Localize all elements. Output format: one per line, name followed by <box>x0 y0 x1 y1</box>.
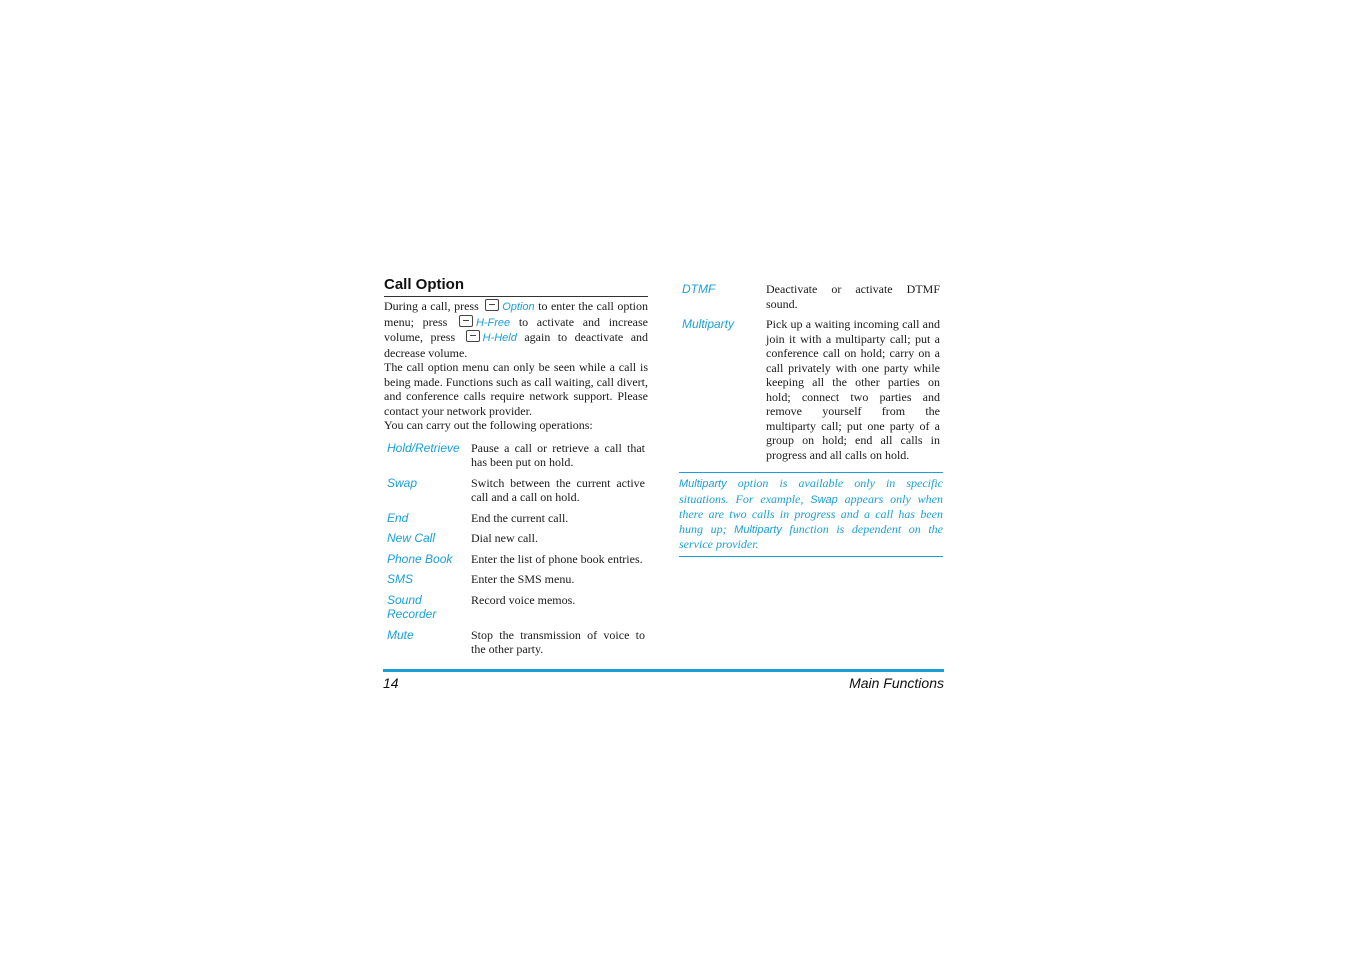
network-paragraph: The call option menu can only be seen while a call is being made. Functions such as call waiting, call divert, and conference calls require network support. Please contact your network provider. <box>384 360 648 418</box>
softkey-icon <box>485 299 499 311</box>
table-row <box>384 511 648 532</box>
operation-term: Sound Recorder <box>387 592 437 621</box>
section-title: Call Option <box>384 276 648 297</box>
operation-desc: Deactivate or activate DTMF sound. <box>766 282 940 311</box>
multiparty-note <box>679 472 943 557</box>
operation-term: New Call <box>387 531 436 545</box>
table-row <box>384 441 648 476</box>
operations-intro: You can carry out the following operations: <box>384 418 593 432</box>
table-row <box>384 476 648 511</box>
operation-desc: Record voice memos. <box>471 592 576 607</box>
operation-term: SMS <box>387 572 414 586</box>
note-key-multiparty-2: Multiparty <box>734 523 782 536</box>
table-row <box>384 593 648 628</box>
note-key-swap: Swap <box>810 493 838 506</box>
table-row <box>679 317 943 468</box>
operation-term: Phone Book <box>387 551 453 566</box>
hheld-key-label: H-Held <box>482 332 517 344</box>
intro-text-4: again to deactivate and decrease volume. <box>384 330 649 360</box>
option-key-label: Option <box>502 301 535 313</box>
operations-table <box>384 441 648 663</box>
operation-term: Hold/Retrieve <box>387 440 460 455</box>
note-text-3: function is dependent on the service provider. <box>679 521 944 551</box>
softkey-icon <box>459 315 473 327</box>
operation-desc: Enter the list of phone book entries. <box>471 551 643 566</box>
note-text-1: option is available only in specific situations. For example, <box>679 476 943 506</box>
table-row <box>384 572 648 593</box>
operation-term: Swap <box>387 475 418 490</box>
page-footer <box>383 669 944 692</box>
note-key-multiparty: Multiparty <box>679 478 727 490</box>
operation-desc: Switch between the current active call and a call on hold. <box>471 475 645 504</box>
operation-desc: Pause a call or retrieve a call that has been put on hold. <box>471 440 645 469</box>
operation-term: End <box>387 510 409 525</box>
operation-desc: Pick up a waiting incoming call and join it with a multiparty call; put a conference call on hold; carry on a call privately with one party while keeping all the other parties on hold; connect two parties and remove yourself from the multiparty call; put one party of a group on hold; end all calls in progress and all calls on hold. <box>766 317 940 462</box>
operations-table-continued <box>679 282 943 468</box>
hfree-key-label: H-Free <box>475 316 511 329</box>
section-name: Main Functions <box>849 675 944 691</box>
intro-text-3: to activate and increase volume, press <box>384 314 648 344</box>
intro-paragraph <box>384 299 648 360</box>
softkey-icon <box>466 330 480 342</box>
page-number: 14 <box>383 675 399 691</box>
right-column <box>679 282 943 557</box>
operation-desc: End the current call. <box>471 510 569 525</box>
table-row <box>679 282 943 317</box>
operation-term: Multiparty <box>682 317 735 331</box>
operation-term: Mute <box>387 627 414 642</box>
operation-desc: Enter the SMS menu. <box>471 572 575 586</box>
intro-text-2: to enter the call option menu; press <box>384 299 649 329</box>
note-text-2: appears only when there are two calls in progress and a call has been hung up; <box>679 491 943 536</box>
operation-term: DTMF <box>682 282 716 296</box>
table-row <box>384 628 648 663</box>
left-column <box>384 276 648 663</box>
operation-desc: Dial new call. <box>471 531 538 545</box>
intro-text-1: During a call, press <box>384 299 479 313</box>
table-row <box>384 552 648 573</box>
operation-desc: Stop the transmission of voice to the other party. <box>471 627 645 656</box>
table-row <box>384 531 648 552</box>
